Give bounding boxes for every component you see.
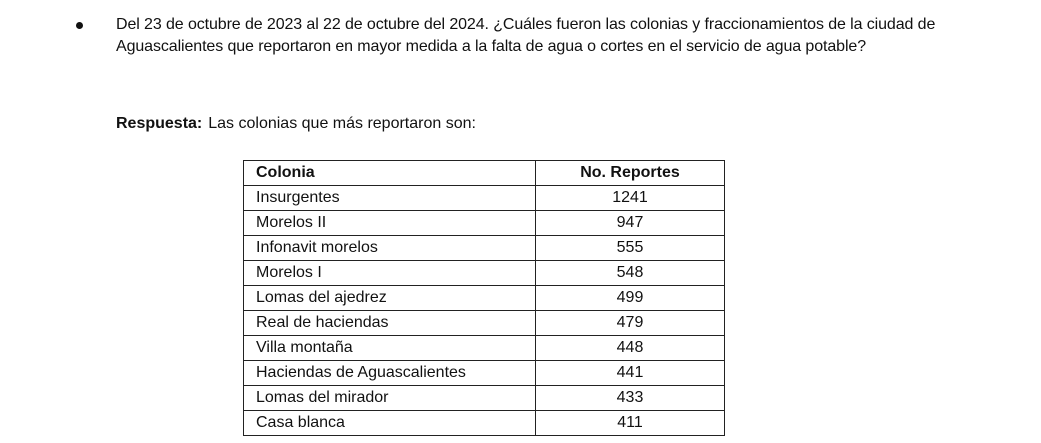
table-row <box>244 386 725 411</box>
cell-reportes: 479 <box>536 311 725 336</box>
answer-text: Las colonias que más reportaron son: <box>208 115 476 132</box>
cell-reportes: 441 <box>536 361 725 386</box>
table-header-row <box>244 161 725 186</box>
cell-reportes: 947 <box>536 211 725 236</box>
cell-colonia: Insurgentes <box>244 186 536 211</box>
cell-reportes: 548 <box>536 261 725 286</box>
reports-table <box>243 160 725 436</box>
cell-colonia: Morelos I <box>244 261 536 286</box>
column-header-colonia: Colonia <box>244 161 536 186</box>
cell-reportes: 555 <box>536 236 725 261</box>
cell-reportes: 411 <box>536 411 725 436</box>
bullet-point <box>76 22 83 29</box>
cell-colonia: Infonavit morelos <box>244 236 536 261</box>
table-row <box>244 211 725 236</box>
cell-reportes: 1241 <box>536 186 725 211</box>
table-row <box>244 286 725 311</box>
cell-colonia: Villa montaña <box>244 336 536 361</box>
table-row <box>244 311 725 336</box>
cell-reportes: 433 <box>536 386 725 411</box>
answer-line <box>116 113 476 135</box>
table-row <box>244 411 725 436</box>
cell-colonia: Real de haciendas <box>244 311 536 336</box>
table-row <box>244 361 725 386</box>
cell-colonia: Morelos II <box>244 211 536 236</box>
column-header-reportes: No. Reportes <box>536 161 725 186</box>
table-row <box>244 336 725 361</box>
cell-reportes: 448 <box>536 336 725 361</box>
cell-colonia: Casa blanca <box>244 411 536 436</box>
table-row <box>244 236 725 261</box>
cell-reportes: 499 <box>536 286 725 311</box>
answer-label: Respuesta: <box>116 115 203 132</box>
cell-colonia: Lomas del mirador <box>244 386 536 411</box>
table-row <box>244 186 725 211</box>
table-row <box>244 261 725 286</box>
cell-colonia: Lomas del ajedrez <box>244 286 536 311</box>
question-text: Del 23 de octubre de 2023 al 22 de octubre del 2024. ¿Cuáles fueron las colonias y fraccionamientos de la ciudad de Aguascalientes que reportaron en mayor medida a la falta de agua o cortes en el servicio de agua potable? <box>116 16 936 55</box>
cell-colonia: Haciendas de Aguascalientes <box>244 361 536 386</box>
